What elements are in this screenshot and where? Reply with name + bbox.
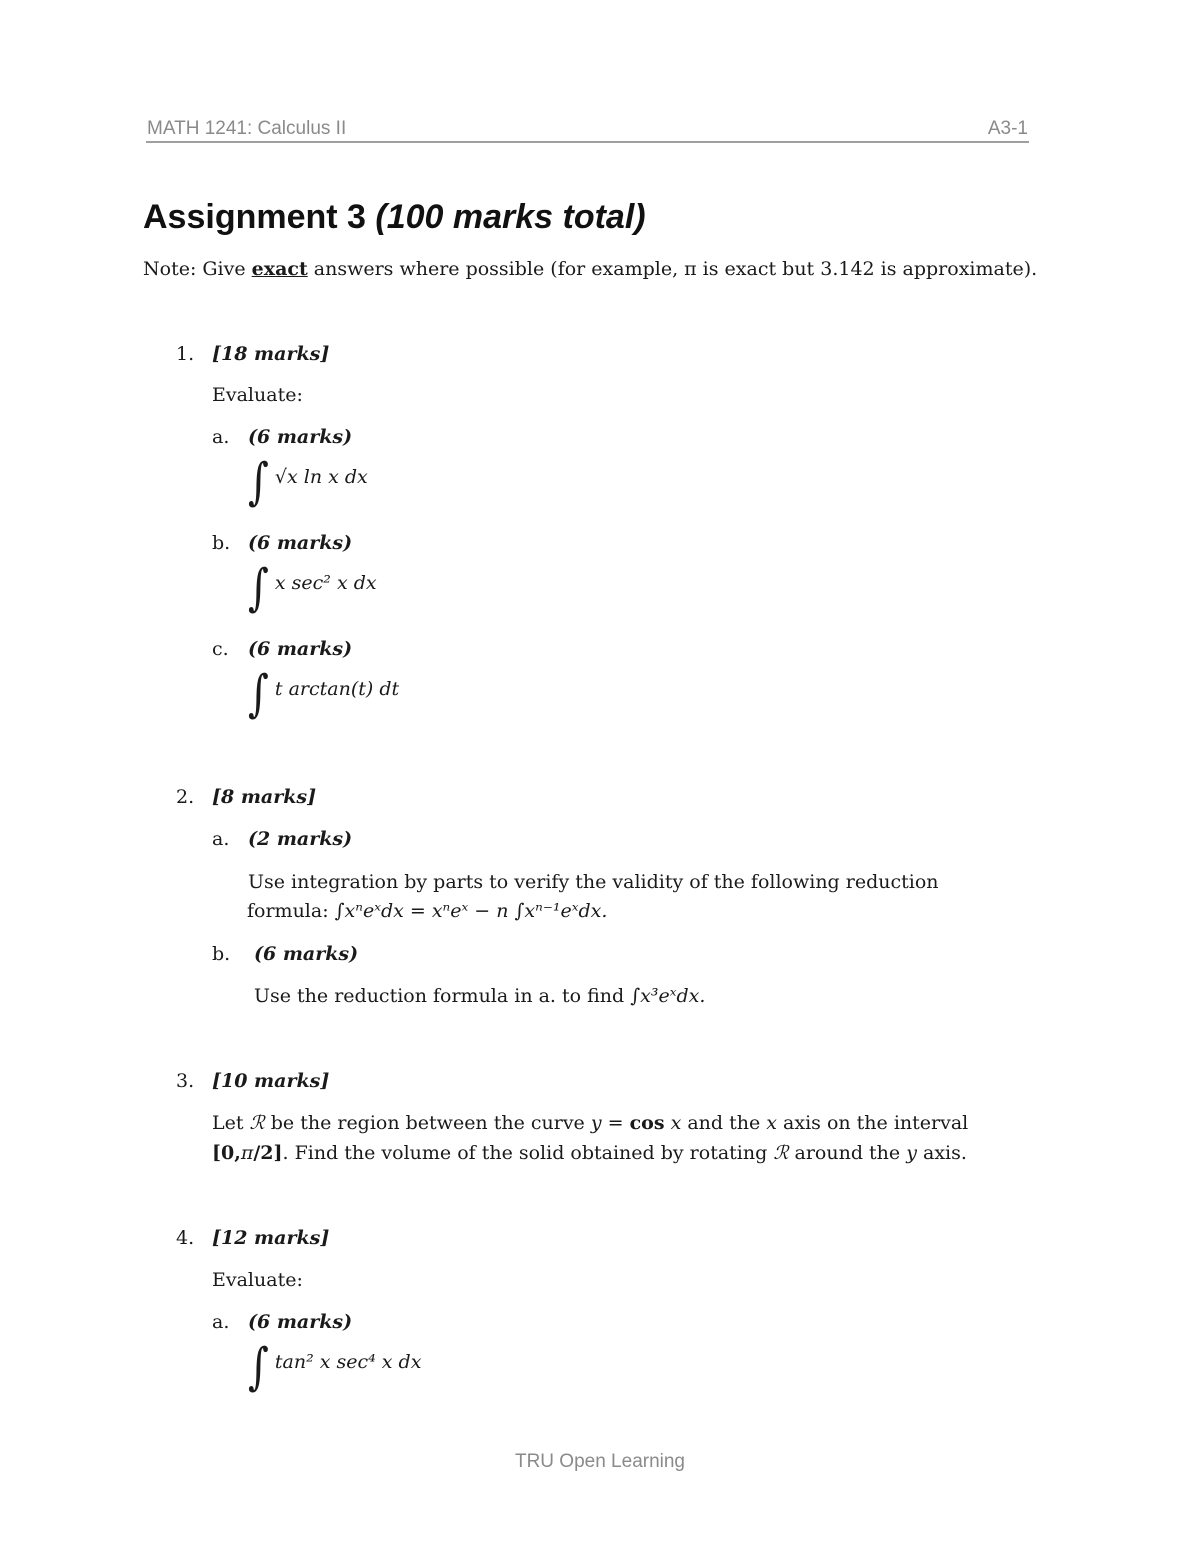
integral-sign: ∫ — [248, 1338, 269, 1396]
note — [143, 258, 1037, 280]
footer: TRU Open Learning — [514, 1451, 686, 1472]
curve-equation: y = cos x — [590, 1112, 682, 1134]
q1a-label: a. — [212, 426, 230, 448]
integral-sign: ∫ — [248, 453, 269, 511]
q2b-formula: ∫x³eˣdx. — [630, 985, 706, 1007]
q3-number: 3. — [176, 1070, 195, 1092]
q1-intro: Evaluate: — [212, 384, 303, 406]
course-header: MATH 1241: Calculus II — [147, 118, 347, 139]
q1b-marks: (6 marks) — [248, 532, 353, 554]
q3-line2-part: around the — [788, 1142, 907, 1164]
q2b-marks: (6 marks) — [254, 943, 359, 965]
q1c-label: c. — [212, 638, 229, 660]
q1-number: 1. — [176, 343, 195, 365]
q2a-formula-prefix: formula: — [247, 900, 335, 922]
note-before: Note: Give — [143, 258, 252, 280]
integral-sign: ∫ — [248, 665, 269, 723]
q1c-integral — [248, 665, 400, 723]
q2-number: 2. — [176, 786, 195, 808]
y-symbol: y — [906, 1142, 917, 1164]
page-id: A3-1 — [987, 118, 1028, 139]
q2b-instruction: Use the reduction formula in a. to find — [254, 985, 631, 1007]
q3-line2-part: . Find the volume of the solid obtained by rotating — [282, 1142, 774, 1164]
title-marks: (100 marks total) — [375, 198, 646, 236]
note-after: answers where possible (for example, π is exact but 3.142 is approximate). — [307, 258, 1038, 280]
note-emphasis: exact — [251, 258, 308, 280]
q4-intro: Evaluate: — [212, 1269, 303, 1291]
q1c-expression: t arctan(t) dt — [274, 678, 400, 700]
header-rule — [146, 141, 1029, 143]
x-symbol: x — [766, 1112, 777, 1134]
q3-line1-part: Let — [212, 1112, 250, 1134]
q4a-integral — [248, 1338, 422, 1396]
q2a-text-line2 — [247, 900, 607, 922]
q2a-formula: ∫xⁿeˣdx = xⁿeˣ − n ∫xⁿ⁻¹eˣdx. — [334, 900, 608, 922]
integral-sign: ∫ — [248, 559, 269, 617]
q2a-label: a. — [212, 828, 230, 850]
q4-number: 4. — [176, 1227, 195, 1249]
q4-marks: [12 marks] — [212, 1227, 330, 1249]
q3-line1-part: axis on the interval — [777, 1112, 969, 1134]
q3-text-line2 — [212, 1142, 967, 1164]
region-symbol: ℛ — [249, 1112, 265, 1134]
q3-marks: [10 marks] — [212, 1070, 330, 1092]
q1a-marks: (6 marks) — [248, 426, 353, 448]
q1c-marks: (6 marks) — [248, 638, 353, 660]
q3-line1-part: and the — [681, 1112, 767, 1134]
q3-text-line1 — [212, 1112, 968, 1134]
q2-marks: [8 marks] — [212, 786, 317, 808]
q3-line2-part: axis. — [916, 1142, 967, 1164]
q4a-marks: (6 marks) — [248, 1311, 353, 1333]
q1b-expression: x sec² x dx — [274, 572, 377, 594]
q2a-marks: (2 marks) — [248, 828, 353, 850]
page-title — [143, 198, 646, 237]
interval: [0,π/2] — [212, 1142, 283, 1164]
q2a-text-line1: Use integration by parts to verify the validity of the following reduction — [248, 871, 939, 893]
q1a-expression: √x ln x dx — [274, 466, 368, 488]
q2b-label: b. — [212, 943, 231, 965]
q1-marks: [18 marks] — [212, 343, 330, 365]
region-symbol: ℛ — [773, 1142, 789, 1164]
q4a-expression: tan² x sec⁴ x dx — [274, 1351, 422, 1373]
q1b-label: b. — [212, 532, 231, 554]
q2b-text — [254, 985, 705, 1007]
q1a-integral — [248, 453, 368, 511]
q3-line1-part: be the region between the curve — [264, 1112, 591, 1134]
q4a-label: a. — [212, 1311, 230, 1333]
title-main: Assignment 3 — [143, 198, 376, 236]
q1b-integral — [248, 559, 377, 617]
